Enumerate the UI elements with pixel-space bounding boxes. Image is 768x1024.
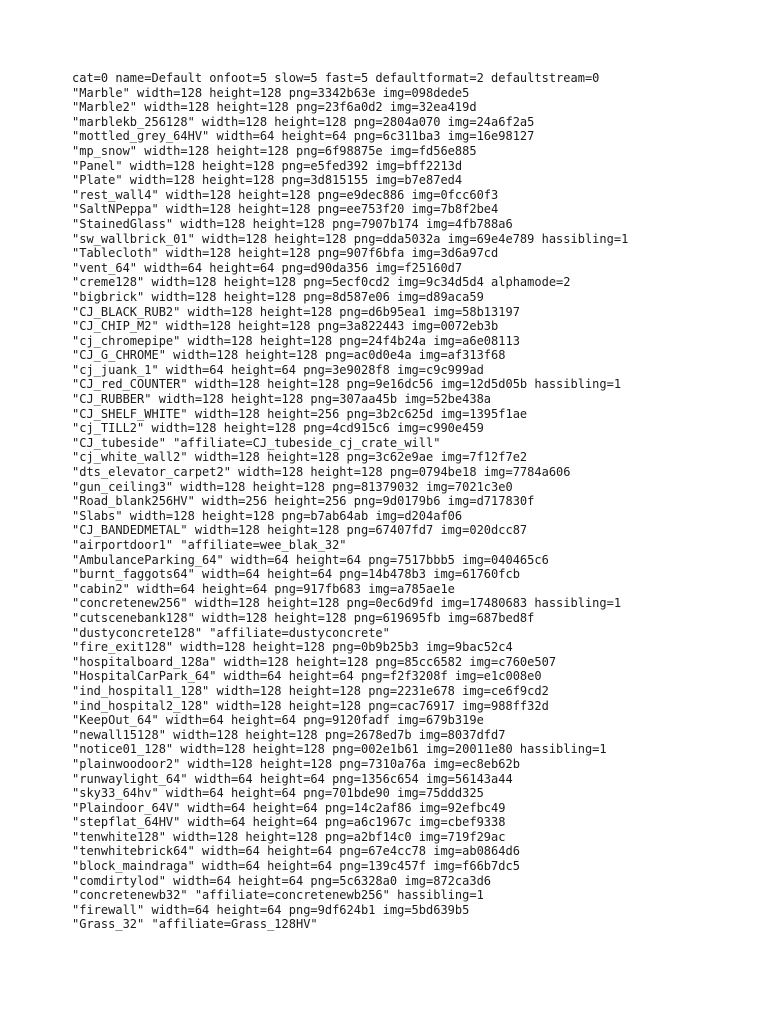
texture-entry-line: "dustyconcrete128" "affiliate=dustyconcrete" [72, 625, 390, 640]
texture-entry-line: "CJ_G_CHROME" width=128 height=128 png=ac0d0e4a img=af313f68 [72, 348, 506, 363]
texture-entry-line: "runwaylight_64" width=64 height=64 png=1356c654 img=56143a44 [72, 771, 513, 786]
texture-entry-line: "newall15128" width=128 height=128 png=2678ed7b img=8037dfd7 [72, 727, 506, 742]
texture-entry-line: "Slabs" width=128 height=128 png=b7ab64ab img=d204af06 [72, 508, 463, 523]
texture-entry-line: "Plate" width=128 height=128 png=3d815155 img=b7e87ed4 [72, 173, 463, 188]
texture-entry-line: "tenwhite128" width=128 height=128 png=a2bf14c0 img=719f29ac [72, 829, 506, 844]
texture-entry-line: "fire_exit128" width=128 height=128 png=0b9b25b3 img=9bac52c4 [72, 640, 513, 655]
texture-entry-line: "gun_ceiling3" width=128 height=128 png=81379032 img=7021c3e0 [72, 479, 513, 494]
texture-entry-line: "cj_chromepipe" width=128 height=128 png=24f4b24a img=a6e08113 [72, 333, 520, 348]
texture-entry-line: "CJ_BANDEDMETAL" width=128 height=128 png=67407fd7 img=020dcc87 [72, 523, 528, 538]
texture-entry-line: "Grass_32" "affiliate=Grass_128HV" [72, 917, 318, 932]
texture-entry-line: "vent_64" width=64 height=64 png=d90da356 img=f25160d7 [72, 260, 463, 275]
texture-entry-line: "Road_blank256HV" width=256 height=256 png=9d0179b6 img=d717830f [72, 494, 535, 509]
texture-entry-line: "ind_hospital1_128" width=128 height=128 png=2231e678 img=ce6f9cd2 [72, 683, 549, 698]
texture-entry-line: "KeepOut_64" width=64 height=64 png=9120fadf img=679b319e [72, 713, 484, 728]
texture-entry-line: "notice01_128" width=128 height=128 png=002e1b61 img=20011e80 hassibling=1 [72, 742, 607, 757]
texture-entry-line: "dts_elevator_carpet2" width=128 height=128 png=0794be18 img=7784a606 [72, 465, 571, 480]
texture-entry-line: "CJ_BLACK_RUB2" width=128 height=128 png=d6b95ea1 img=58b13197 [72, 304, 520, 319]
texture-entry-line: "bigbrick" width=128 height=128 png=8d587e06 img=d89aca59 [72, 289, 484, 304]
texture-entry-line: "CJ_red_COUNTER" width=128 height=128 png=9e16dc56 img=12d5d05b hassibling=1 [72, 377, 622, 392]
texture-entry-line: "HospitalCarPark_64" width=64 height=64 png=f2f3208f img=e1c008e0 [72, 669, 542, 684]
texture-entry-line: "hospitalboard_128a" width=128 height=128 png=85cc6582 img=c760e507 [72, 654, 557, 669]
texture-entry-line: "rest_wall4" width=128 height=128 png=e9dec886 img=0fcc60f3 [72, 187, 499, 202]
texture-entry-line: "stepflat_64HV" width=64 height=64 png=a6c1967c img=cbef9338 [72, 815, 506, 830]
texture-entry-line: "AmbulanceParking_64" width=64 height=64 png=7517bbb5 img=040465c6 [72, 552, 549, 567]
texture-entry-line: "cutscenebank128" width=128 height=128 png=619695fb img=687bed8f [72, 610, 535, 625]
texture-entry-line: "cj_TILL2" width=128 height=128 png=4cd915c6 img=c990e459 [72, 421, 484, 436]
texture-entry-line: "creme128" width=128 height=128 png=5ecf0cd2 img=9c34d5d4 alphamode=2 [72, 275, 571, 290]
texture-entry-line: "Panel" width=128 height=128 png=e5fed392 img=bff2213d [72, 158, 463, 173]
texture-entry-line: "CJ_tubeside" "affiliate=CJ_tubeside_cj_crate_will" [72, 435, 441, 450]
texture-entry-line: "ind_hospital2_128" width=128 height=128 png=cac76917 img=988ff32d [72, 698, 549, 713]
texture-entry-line: "Tablecloth" width=128 height=128 png=907f6bfa img=3d6a97cd [72, 246, 499, 261]
texture-entry-line: "cj_juank_1" width=64 height=64 png=3e9028f8 img=c9c999ad [72, 362, 484, 377]
texture-entry-line: "marblekb_256128" width=128 height=128 png=2804a070 img=24a6f2a5 [72, 114, 535, 129]
category-header-line: cat=0 name=Default onfoot=5 slow=5 fast=5 defaultformat=2 defaultstream=0 [72, 71, 600, 85]
texture-entry-line: "burnt_faggots64" width=64 height=64 png=14b478b3 img=61760fcb [72, 567, 520, 582]
texture-entry-line: "concretenewb32" "affiliate=concretenewb256" hassibling=1 [72, 888, 484, 903]
texture-entry-line: "firewall" width=64 height=64 png=9df624b1 img=5bd639b5 [72, 902, 470, 917]
texture-listing [72, 71, 762, 932]
texture-entry-line: "plainwoodoor2" width=128 height=128 png=7310a76a img=ec8eb62b [72, 756, 520, 771]
texture-entry-line: "airportdoor1" "affiliate=wee_blak_32" [72, 538, 347, 552]
texture-entry-line: "cj_white_wall2" width=128 height=128 png=3c62e9ae img=7f12f7e2 [72, 450, 528, 465]
texture-entry-line: "Marble" width=128 height=128 png=3342b63e img=098dede5 [72, 85, 470, 100]
texture-entry-line: "CJ_CHIP_M2" width=128 height=128 png=3a822443 img=0072eb3b [72, 319, 499, 334]
texture-entry-line: "sw_wallbrick_01" width=128 height=128 png=dda5032a img=69e4e789 hassibling=1 [72, 231, 629, 246]
texture-entry-line: "mottled_grey_64HV" width=64 height=64 png=6c311ba3 img=16e98127 [72, 129, 535, 144]
texture-entry-line: "CJ_SHELF_WHITE" width=128 height=256 png=3b2c625d img=1395f1ae [72, 406, 528, 421]
texture-entry-line: "sky33_64hv" width=64 height=64 png=701bde90 img=75ddd325 [72, 786, 484, 801]
texture-entry-line: "StainedGlass" width=128 height=128 png=7907b174 img=4fb788a6 [72, 216, 513, 231]
texture-entry-line: "tenwhitebrick64" width=64 height=64 png=67e4cc78 img=ab0864d6 [72, 844, 520, 859]
texture-entry-line: "Marble2" width=128 height=128 png=23f6a0d2 img=32ea419d [72, 100, 477, 115]
texture-entry-line: "cabin2" width=64 height=64 png=917fb683 img=a785ae1e [72, 581, 455, 596]
texture-entry-line: "comdirtylod" width=64 height=64 png=5c6328a0 img=872ca3d6 [72, 873, 492, 888]
texture-entry-line: "block_maindraga" width=64 height=64 png=139c457f img=f66b7dc5 [72, 859, 520, 874]
texture-entry-line: "SaltNPeppa" width=128 height=128 png=ee753f20 img=7b8f2be4 [72, 202, 499, 217]
texture-entry-line: "mp_snow" width=128 height=128 png=6f98875e img=fd56e885 [72, 143, 477, 158]
texture-entry-line: "Plaindoor_64V" width=64 height=64 png=14c2af86 img=92efbc49 [72, 800, 506, 815]
texture-entry-line: "CJ_RUBBER" width=128 height=128 png=307aa45b img=52be438a [72, 392, 492, 407]
texture-entry-line: "concretenew256" width=128 height=128 png=0ec6d9fd img=17480683 hassibling=1 [72, 596, 622, 611]
